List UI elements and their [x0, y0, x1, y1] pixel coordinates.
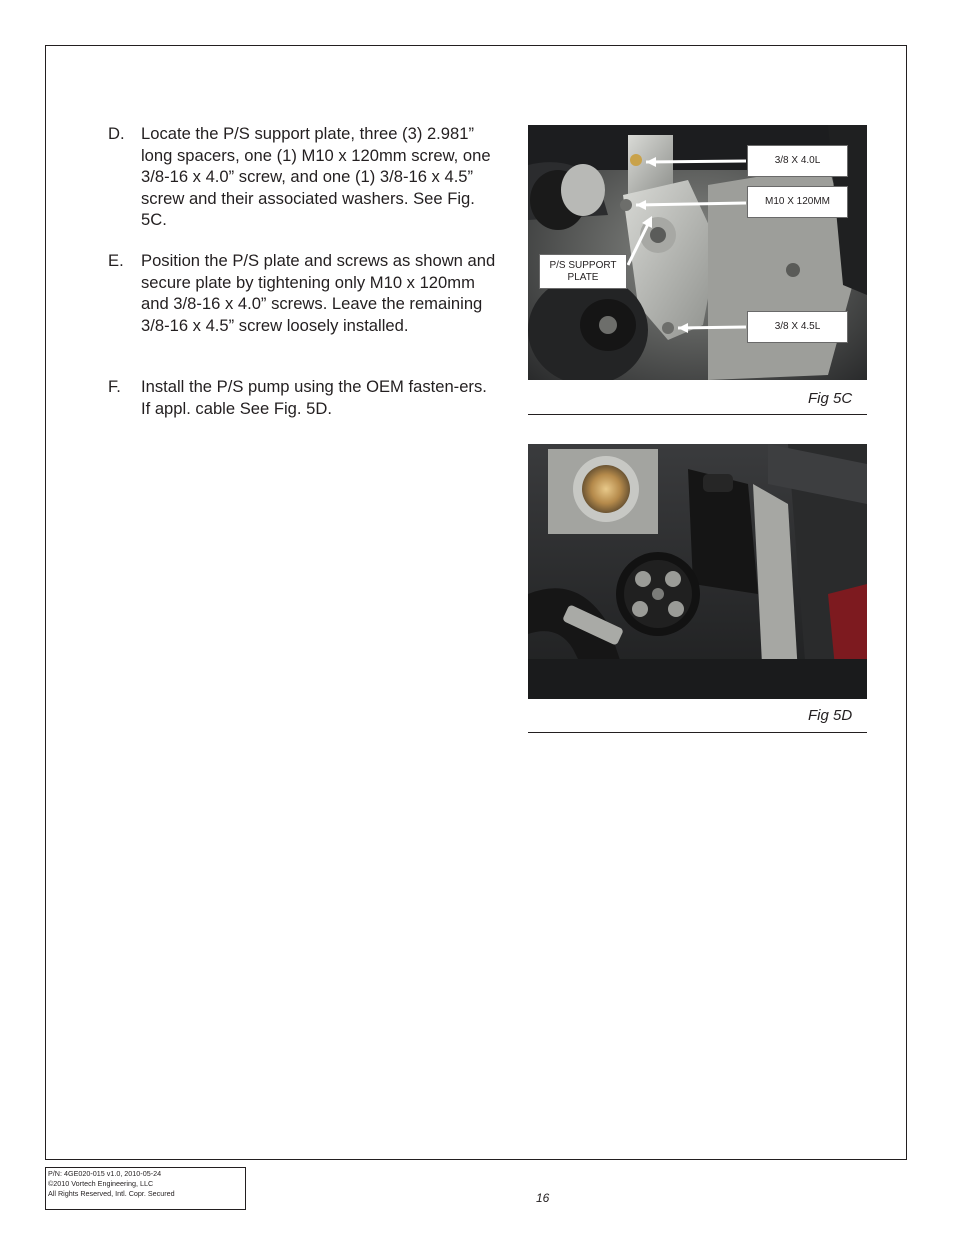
rights-notice: All Rights Reserved, Intl. Copr. Secured [48, 1189, 175, 1198]
callout-3-8-x-4-0l [747, 145, 848, 177]
callout-m10-x-120mm [747, 186, 848, 218]
figure-5d-caption: Fig 5D [808, 707, 853, 724]
step-letter: F. [108, 377, 121, 396]
callout-label-line2: PLATE [567, 271, 599, 283]
callout-3-8-x-4-5l [747, 311, 848, 343]
callout-ps-support-plate [539, 254, 627, 289]
step-letter: E. [108, 251, 124, 270]
part-number: P/N: 4GE020-015 v1.0, 2010-05-24 [48, 1169, 162, 1178]
step-text: Locate the P/S support plate, three (3) 2.981” long spacers, one (1) M10 x 120mm screw, one 3/8-16 x 4.0” screw, and one (1) 3/8-16 x 4.5” screw and their associated washers. See Fig. 5C. [141, 124, 491, 230]
page-number: 16 [536, 1191, 550, 1205]
step-letter: D. [108, 124, 125, 143]
callout-label: M10 X 120MM [764, 196, 831, 207]
callout-label: 3/8 X 4.0L [774, 155, 821, 166]
figure-5d-rule [528, 732, 867, 733]
figure-5c-caption: Fig 5C [808, 390, 853, 407]
footer-info-box [45, 1167, 246, 1210]
figure-5c-rule [528, 414, 867, 415]
step-text: Position the P/S plate and screws as shown and secure plate by tightening only M10 x 120mm and 3/8-16 x 4.0” screws. Leave the remaining 3/8-16 x 4.5” screw loosely installed. [141, 251, 496, 335]
figure-5d-photo [528, 444, 867, 699]
callout-label: 3/8 X 4.5L [774, 321, 821, 332]
step-text: Install the P/S pump using the OEM fasten-ers. If appl. cable See Fig. 5D. [141, 377, 487, 418]
copyright: ©2010 Vortech Engineering, LLC [48, 1179, 154, 1188]
callout-label-line1: P/S SUPPORT [549, 259, 617, 271]
